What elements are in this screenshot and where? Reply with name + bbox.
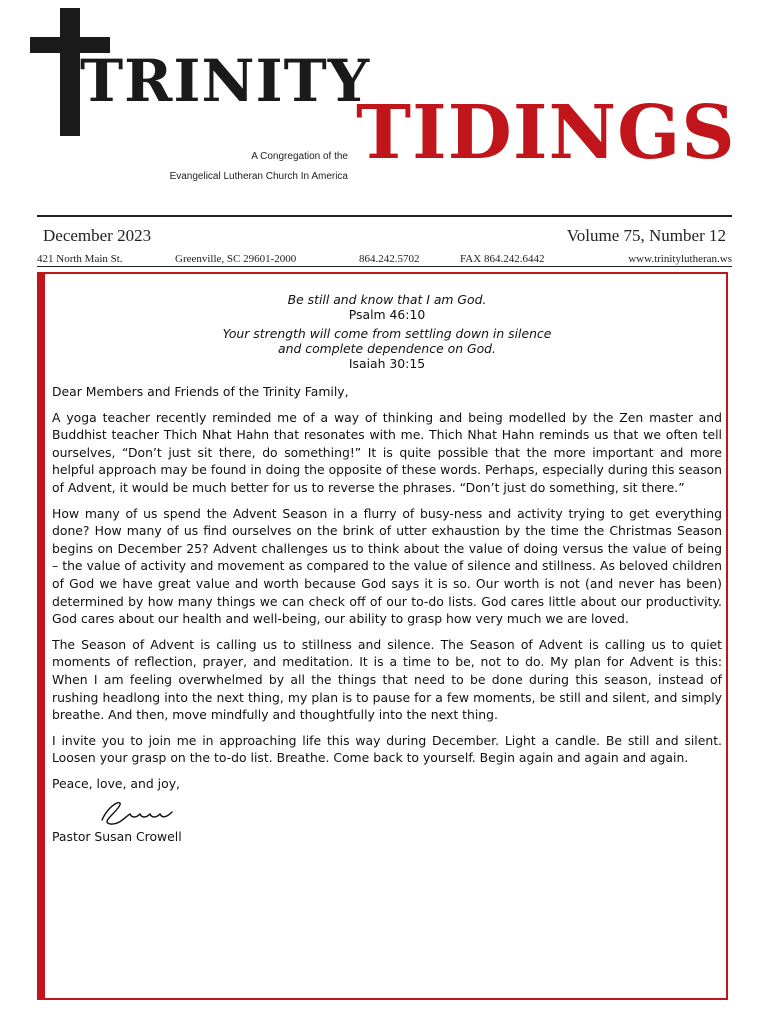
tagline-line2: Evangelical Lutheran Church In America: [169, 171, 348, 182]
issue-volume: Volume 75, Number 12: [566, 226, 726, 245]
scripture-ref-2: Isaiah 30:15: [348, 356, 426, 371]
scripture-quote-2a: Your strength will come from settling down in silence: [222, 326, 552, 341]
scripture-quote-1: Be still and know that I am God.: [287, 292, 487, 307]
title-tidings: [356, 90, 736, 176]
scripture-quote-2b: and complete dependence on God.: [278, 341, 496, 356]
letter-closing: Peace, love, and joy,: [52, 775, 180, 791]
pastor-letter-box: [37, 272, 728, 1000]
issue-date: December 2023: [43, 226, 152, 245]
contact-fax: FAX 864.242.6442: [460, 253, 545, 265]
contact-website: www.trinitylutheran.ws: [628, 253, 732, 265]
letter-paragraph: A yoga teacher recently reminded me of a way of thinking and being modelled by the Zen master and Buddhist teacher Thich Nhat Hahn that resonates with me. Thich Nhat Hahn reminds us that we often tell ourselves, “Don’t just sit there, do something!” It is quite possible that the more important and more helpful approach may be found in doing the opposite of these words. Perhaps, especially during this season of Advent, it would be much better for us to reverse the phrases. “Don’t just do something, sit there.”: [52, 409, 722, 495]
title-trinity-text: TRINITY: [80, 47, 371, 115]
pastor-letter: [52, 292, 722, 846]
letter-paragraph: How many of us spend the Advent Season in a flurry of busy-ness and activity trying to get everything done? How many of us find ourselves on the brink of utter exhaustion by the time the Christmas Season begins on December 25? Advent challenges us to think about the value of doing versus the value of being – the value of activity and movement as compared to the value of silence and stillness. As beloved children of God we have great value and worth because God says it is so. Our worth is not (and never has been) determined by how many things we can check off of our to-do lists. God cares little about our productivity. God cares about our health and well-being, our ability to grasp how very much we are loved.: [52, 505, 722, 627]
letter-paragraph: I invite you to join me in approaching life this way during December. Light a candle. Be still and silent. Loosen your grasp on the to-do list. Breathe. Come back to yourself. Begin again and again and again.: [52, 732, 722, 766]
header-rule-bottom: [37, 266, 732, 267]
letter-accent-bar: [39, 274, 45, 998]
signature: [52, 792, 722, 828]
contact-phone: 864.242.5702: [359, 253, 420, 265]
letter-paragraph: The Season of Advent is calling us to stillness and silence. The Season of Advent is calling us to quiet moments of reflection, prayer, and meditation. It is a time to be, not to do. My plan for Advent is this: When I am feeling overwhelmed by all the things that need to be done during this season, instead of rushing headlong into the next thing, my plan is to pause for a few moments, be still and silent, and simply breathe. And then, move mindfully and thoughtfully into the next thing.: [52, 636, 722, 723]
tagline-line1: A Congregation of the: [251, 151, 348, 162]
signature-image: [96, 794, 176, 828]
scripture-quotes: [52, 292, 722, 371]
letter-signoff: Pastor Susan Crowell: [52, 829, 182, 845]
title-tidings-text: TIDINGS: [356, 90, 736, 176]
scripture-ref-1: Psalm 46:10: [348, 307, 426, 322]
contact-city: Greenville, SC 29601-2000: [175, 253, 297, 265]
contact-address: 421 North Main St.: [37, 253, 123, 265]
header-rule-top: [37, 215, 732, 217]
title-trinity: [80, 47, 371, 115]
cross-icon: [60, 8, 80, 136]
masthead: [0, 0, 770, 215]
contact-row: [37, 253, 732, 267]
letter-greeting: Dear Members and Friends of the Trinity Family,: [52, 384, 349, 399]
